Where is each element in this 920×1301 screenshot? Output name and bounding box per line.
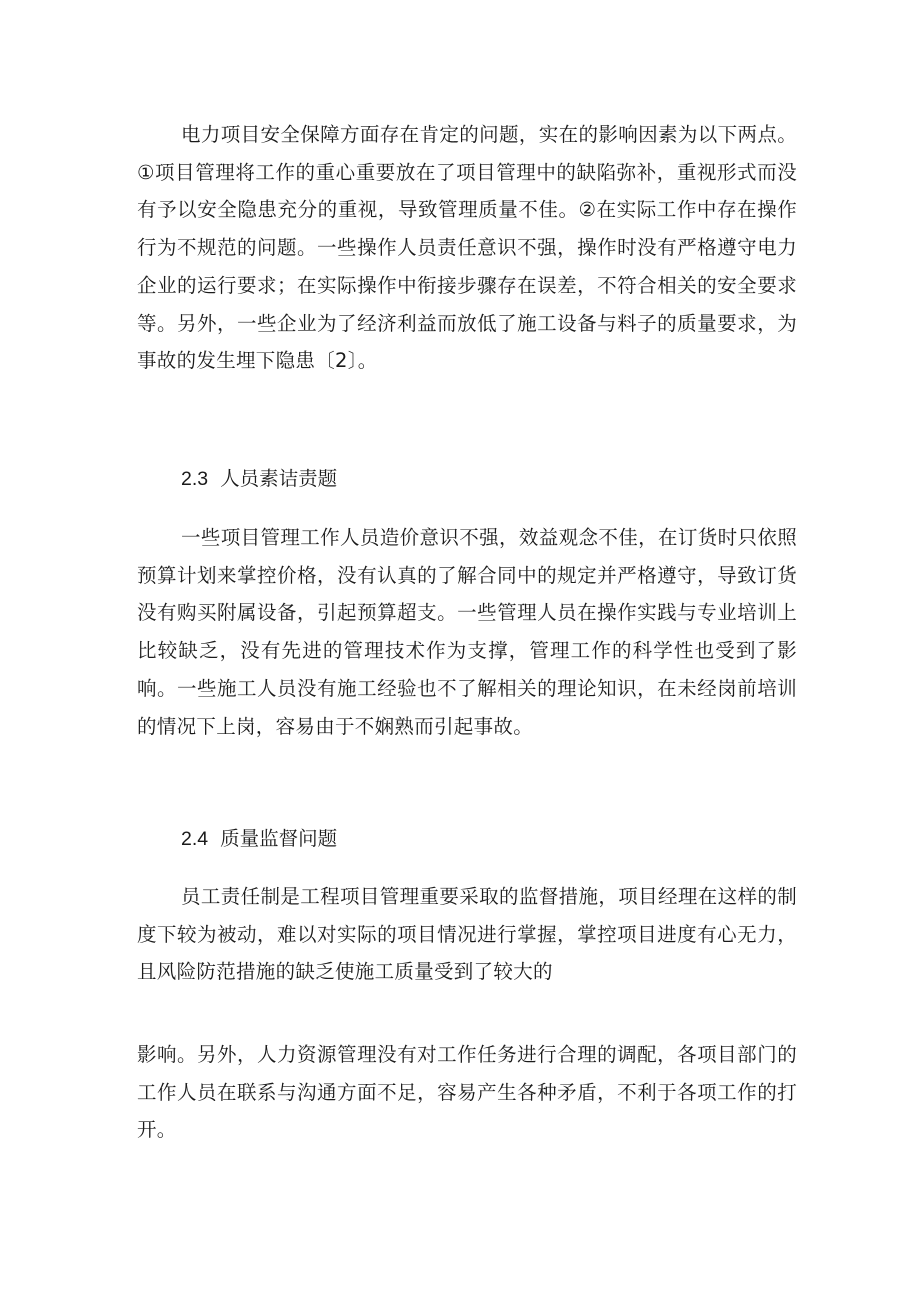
paragraph-personnel-quality: 一些项目管理工作人员造价意识不强，效益观念不佳，在订货时只依照预算计划来掌控价格，没有认真的了解合同中的规定并严格遵守，导致订货没有购买附属设备，引起预算超支。一些管理人员在操作实践与专业培训上比较缺乏，没有先进的管理技术作为支撑，管理工作的科学性也受到了影响。一些施工人员没有施工经验也不了解相关的理论知识，在未经岗前培训的情况下上岗，容易由于不娴熟而引起事故。: [137, 526, 797, 738]
paragraph-quality-supervision: 员工责任制是工程项目管理重要采取的监督措施，项目经理在这样的制度下较为被动，难以对实际的项目情况进行掌握，掌控项目进度有心无力，且风险防范措施的缺乏使施工质量受到了较大的: [137, 885, 797, 984]
section-heading-2-4: [181, 826, 337, 852]
section-heading-2-3: [181, 466, 337, 492]
paragraph-safety-issues: 电力项目安全保障方面存在肯定的问题，实在的影响因素为以下两点。①项目管理将工作的重心重要放在了项目管理中的缺陷弥补，重视形式而没有予以安全隐患充分的重视，导致管理质量不佳。②在实际工作中存在操作行为不规范的问题。一些操作人员责任意识不强，操作时没有严格遵守电力企业的运行要求；在实际操作中衔接步骤存在误差，不符合相关的安全要求等。另外，一些企业为了经济利益而放低了施工设备与料子的质量要求，为事故的发生埋下隐患〔2〕。: [137, 123, 797, 373]
paragraph-continuation: 影响。另外，人力资源管理没有对工作任务进行合理的调配，各项目部门的工作人员在联系与沟通方面不足，容易产生各种矛盾，不利于各项工作的打开。: [137, 1043, 797, 1142]
section-number: 2.3: [181, 468, 209, 490]
section-title: 质量监督问题: [220, 827, 338, 850]
section-number: 2.4: [181, 828, 209, 850]
section-title: 人员素诘责题: [220, 467, 338, 490]
